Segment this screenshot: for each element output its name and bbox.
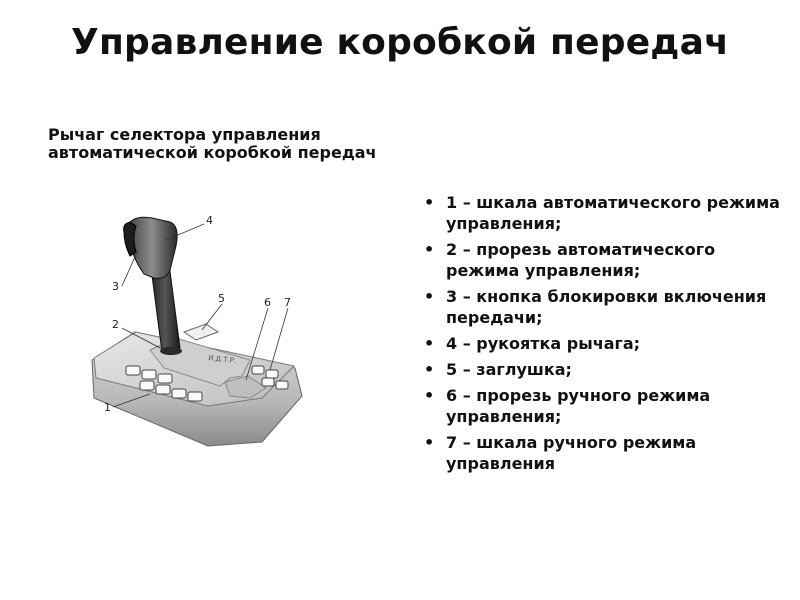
bullet-icon: • bbox=[424, 240, 435, 259]
legend-text: 2 – прорезь автоматического режима управления; bbox=[446, 240, 716, 280]
plate-label: И.Д.Т.Р. bbox=[207, 354, 237, 365]
legend-list bbox=[414, 192, 790, 479]
legend-item bbox=[414, 432, 790, 474]
callout-4: 4 bbox=[206, 214, 213, 227]
legend-text: 3 – кнопка блокировки включения передачи; bbox=[446, 287, 767, 327]
callout-7: 7 bbox=[284, 296, 291, 309]
legend-text: 5 – заглушка; bbox=[446, 360, 572, 379]
figure-caption: Рычаг селектора управления автоматической коробкой передач bbox=[48, 125, 377, 162]
gear-selector-illustration bbox=[80, 200, 320, 460]
callout-3: 3 bbox=[112, 280, 119, 293]
bullet-icon: • bbox=[424, 386, 435, 405]
legend-item bbox=[414, 239, 790, 281]
legend-text: 6 – прорезь ручного режима управления; bbox=[446, 386, 711, 426]
legend-item bbox=[414, 192, 790, 234]
plug-cover bbox=[184, 324, 218, 340]
legend-text: 7 – шкала ручного режима управления bbox=[446, 433, 697, 473]
callout-2: 2 bbox=[112, 318, 119, 331]
bullet-icon: • bbox=[424, 360, 435, 379]
legend-item bbox=[414, 359, 790, 380]
legend-item bbox=[414, 385, 790, 427]
slide-title: Управление коробкой передач bbox=[71, 22, 729, 63]
legend-item bbox=[414, 286, 790, 328]
lock-button bbox=[124, 222, 136, 256]
gear-selector-drawing bbox=[80, 200, 320, 460]
legend-text: 1 – шкала автоматического режима управления; bbox=[446, 193, 780, 233]
callout-5: 5 bbox=[218, 292, 225, 305]
callout-1: 1 bbox=[104, 401, 111, 414]
legend-item bbox=[414, 333, 790, 354]
legend-text: 4 – рукоятка рычага; bbox=[446, 334, 641, 353]
bullet-icon: • bbox=[424, 433, 435, 452]
bullet-icon: • bbox=[424, 287, 435, 306]
bullet-icon: • bbox=[424, 193, 435, 212]
bullet-icon: • bbox=[424, 334, 435, 353]
callout-6: 6 bbox=[264, 296, 271, 309]
